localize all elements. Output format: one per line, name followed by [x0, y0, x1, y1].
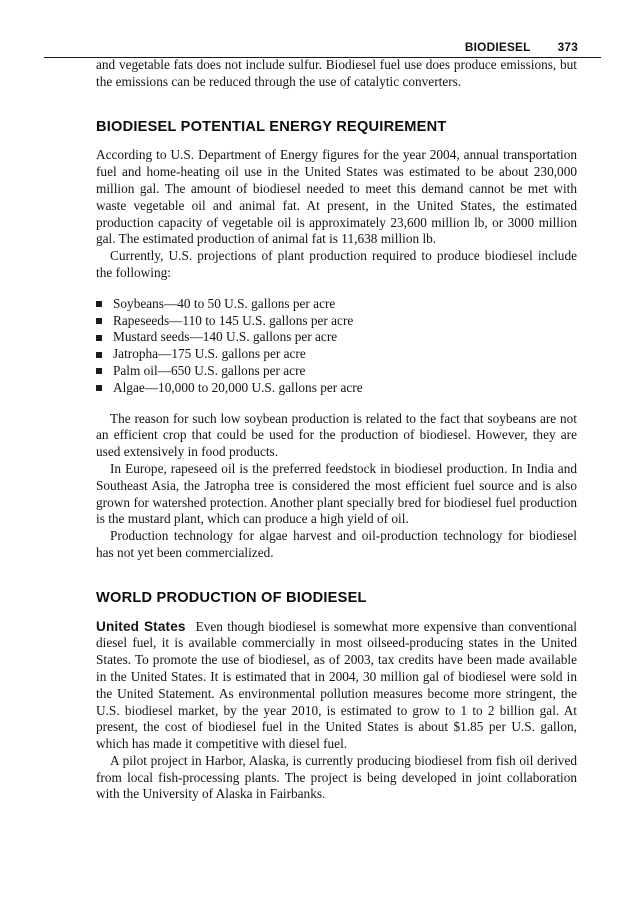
paragraph-europe-asia: In Europe, rapeseed oil is the preferred feedstock in biodiesel production. In India and Southeast Asia, the Jatropha tree is considered the most efficient fuel source and is also grown for watershed protection. Another plant specially bred for biodiesel fuel production is the mustard plant, which can produce a high yield of oil.: [96, 460, 577, 527]
list-item-text: Algae—10,000 to 20,000 U.S. gallons per acre: [113, 379, 363, 395]
page-number: 373: [557, 40, 578, 54]
square-bullet-icon: [96, 352, 102, 358]
paragraph-text: Even though biodiesel is somewhat more expensive than conventional diesel fuel, it is available commercially in most oilseed-producing states in the United States. To promote the use of biodiesel, as of 2003, tax credits have been made available in the United States. It is estimated that in 2004, 30 million gal of biodiesel were sold in the United Statement. As environmental pollution measures become more stringent, the U.S. biodiesel market, by the year 2010, is estimated to grow to 1 to 2 billion gal. At present, the cost of biodiesel fuel in the United States is about $1.85 per U.S. gallon, which has made it competitive with diesel fuel.: [96, 618, 578, 752]
section-heading-potential-energy-requirement: BIODIESEL POTENTIAL ENERGY REQUIREMENT: [96, 118, 447, 135]
list-item-mustard-seeds: [96, 329, 577, 346]
list-item-text: Jatropha—175 U.S. gallons per acre: [113, 346, 306, 362]
page-content: [96, 57, 577, 803]
list-item-algae: [96, 380, 577, 397]
paragraph-algae-technology: Production technology for algae harvest and oil-production technology for biodiesel has not yet been commercialized.: [96, 528, 577, 560]
paragraph-soybean-reason: The reason for such low soybean production is related to the fact that soybeans are not an efficient crop that could be used for the production of biodiesel. However, they are used extensively in food products.: [96, 410, 577, 460]
square-bullet-icon: [96, 335, 102, 341]
running-header: [44, 40, 601, 58]
paragraph-alaska-pilot: A pilot project in Harbor, Alaska, is currently producing biodiesel from fish oil derived from local fish-processing plants. The project is being developed in joint collaboration with the University of Alaska in Fairbanks.: [96, 752, 577, 802]
square-bullet-icon: [96, 385, 102, 391]
running-head-title: BIODIESEL: [464, 40, 531, 54]
list-item-text: Soybeans—40 to 50 U.S. gallons per acre: [113, 295, 336, 311]
paragraph-projections-intro: Currently, U.S. projections of plant production required to produce biodiesel include the following:: [96, 248, 577, 280]
square-bullet-icon: [96, 301, 102, 307]
paragraph-united-states: [96, 619, 577, 753]
square-bullet-icon: [96, 318, 102, 324]
runin-heading-united-states: United States: [96, 618, 186, 634]
paragraph-continuation: and vegetable fats does not include sulfur. Biodiesel fuel use does produce emissions, but the emissions can be reduced through the use of catalytic converters.: [96, 57, 577, 89]
list-item-text: Mustard seeds—140 U.S. gallons per acre: [113, 329, 338, 345]
list-item-text: Palm oil—650 U.S. gallons per acre: [113, 362, 306, 378]
section-heading-world-production: WORLD PRODUCTION OF BIODIESEL: [96, 589, 367, 606]
list-item-jatropha: [96, 346, 577, 363]
paragraph-energy-figures: According to U.S. Department of Energy figures for the year 2004, annual transportation fuel and home-heating oil use in the United States was estimated to be about 230,000 million gal. The amount of biodiesel needed to meet this demand cannot be met with waste vegetable oil and animal fat. At present, in the United States, the estimated production capacity of vegetable oil is approximately 23,600 million lb, or 3000 million gal. The estimated production of animal fat is 11,638 million lb.: [96, 147, 577, 247]
list-item-rapeseeds: [96, 313, 577, 330]
list-item-soybeans: [96, 296, 577, 313]
list-item-palm-oil: [96, 363, 577, 380]
yield-bullet-list: [96, 296, 577, 397]
list-item-text: Rapeseeds—110 to 145 U.S. gallons per acre: [113, 312, 354, 328]
square-bullet-icon: [96, 368, 102, 374]
